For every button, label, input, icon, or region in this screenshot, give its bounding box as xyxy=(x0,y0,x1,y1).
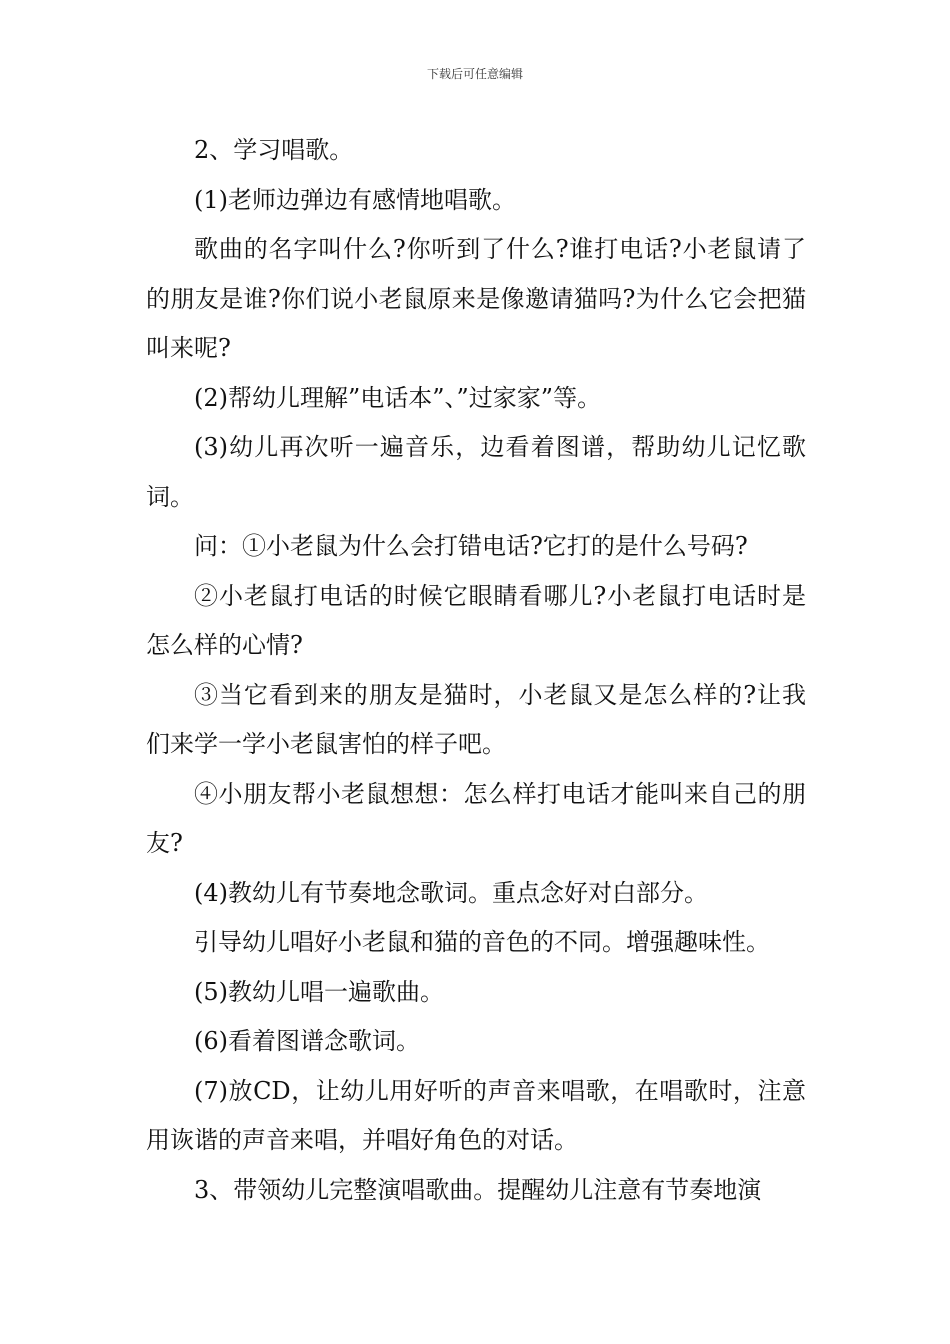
paragraph-step-3: (3)幼儿再次听一遍音乐，边看着图谱，帮助幼儿记忆歌词。 xyxy=(146,433,806,511)
paragraph-step-4: (4)教幼儿有节奏地念歌词。重点念好对白部分。 xyxy=(194,878,708,907)
paragraph-question-2: ②小老鼠打电话的时候它眼睛看哪儿?小老鼠打电话时是怎么样的心情? xyxy=(146,581,806,659)
paragraph-question-1: 问：①小老鼠为什么会打错电话?它打的是什么号码? xyxy=(194,532,748,560)
paragraph-step-4-note: 引导幼儿唱好小老鼠和猫的音色的不同。增强趣味性。 xyxy=(194,928,770,956)
paragraph-step-7: (7)放CD，让幼儿用好听的声音来唱歌，在唱歌时，注意用诙谐的声音来唱，并唱好角色的对话。 xyxy=(146,1076,806,1154)
paragraph-step-6: (6)看着图谱念歌词。 xyxy=(194,1027,420,1055)
paragraph-step-1: (1)老师边弹边有感情地唱歌。 xyxy=(194,185,516,214)
paragraph-section-3: 3、带领幼儿完整演唱歌曲。提醒幼儿注意有节奏地演 xyxy=(194,1175,762,1204)
paragraph-section-2-heading: 2、学习唱歌。 xyxy=(194,136,354,164)
page-header: 下载后可任意编辑 xyxy=(426,67,523,81)
paragraph-question-3: ③当它看到来的朋友是猫时，小老鼠又是怎么样的?让我们来学一学小老鼠害怕的样子吧。 xyxy=(146,680,806,758)
paragraph-step-2: (2)帮幼儿理解”电话本”、”过家家”等。 xyxy=(194,383,602,412)
document-body xyxy=(146,126,806,1215)
paragraph-question-4: ④小朋友帮小老鼠想想：怎么样打电话才能叫来自己的朋友? xyxy=(146,779,806,857)
paragraph-questions: 歌曲的名字叫什么?你听到了什么?谁打电话?小老鼠请了的朋友是谁?你们说小老鼠原来是像邀请猫吗?为什么它会把猫叫来呢? xyxy=(146,235,806,362)
paragraph-step-5: (5)教幼儿唱一遍歌曲。 xyxy=(194,977,444,1006)
